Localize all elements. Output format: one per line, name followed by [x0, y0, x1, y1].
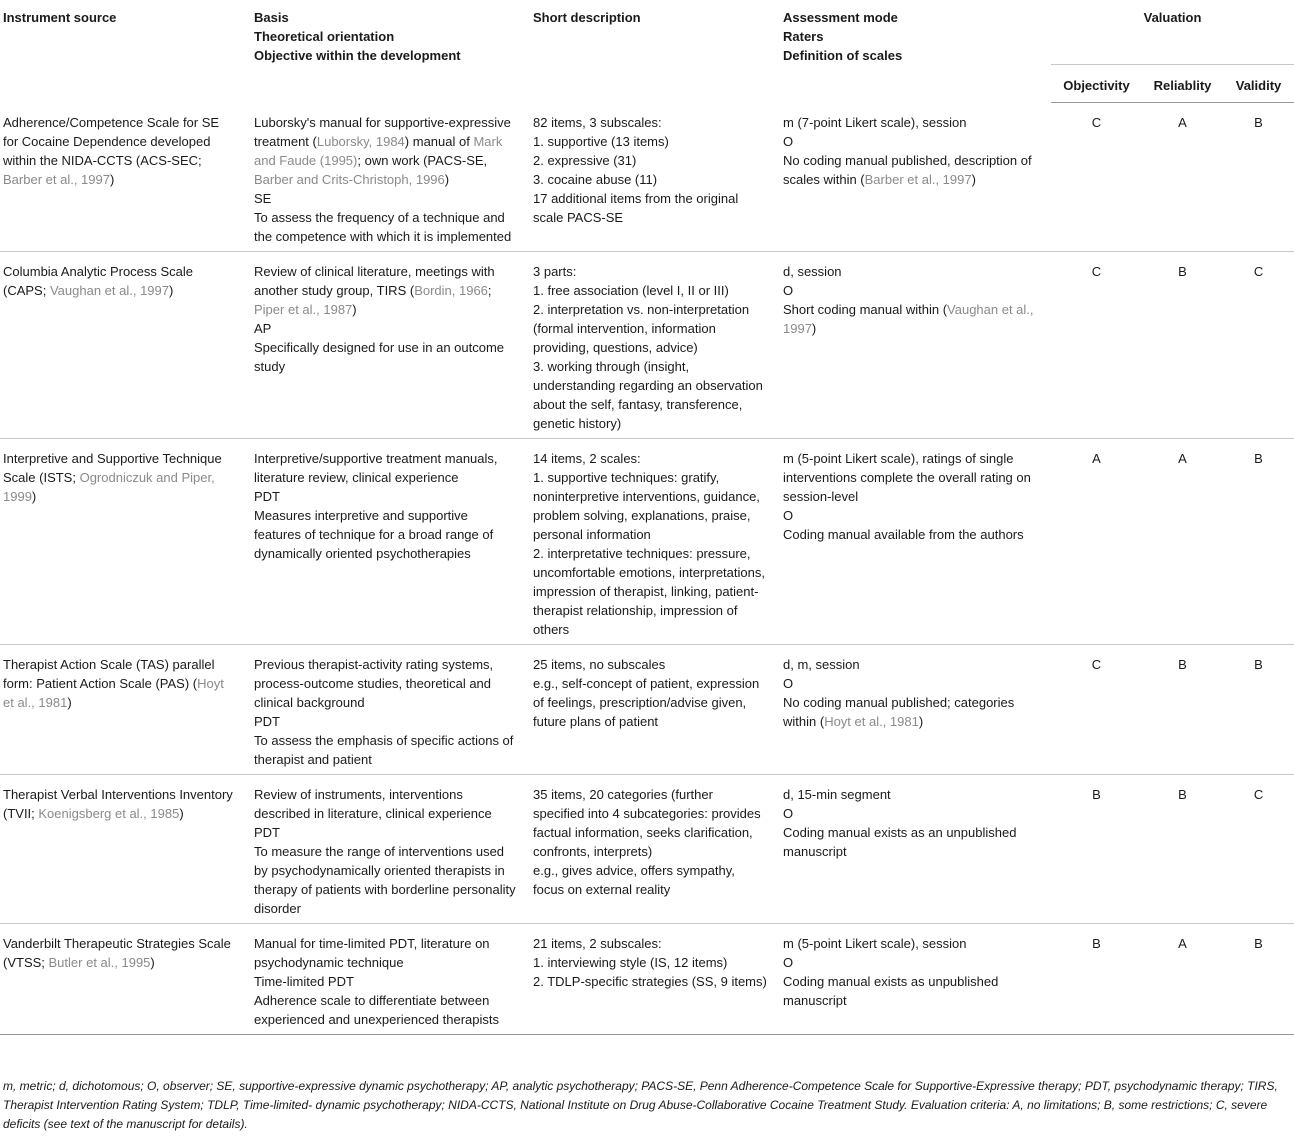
cell-line: [254, 506, 516, 563]
cell-text: Adherence/Competence Scale for SE for Cocaine Dependence developed within the NIDA-CCTS (ACS-SEC;: [3, 114, 220, 168]
short-description-cell: [520, 923, 771, 1034]
cell-text: 35 items, 20 categories (further specified into 4 subcategories: provides factual information, seeks clarification, confronts, interprets): [533, 786, 761, 859]
basis-cell: [240, 644, 520, 774]
cell-line: [533, 674, 767, 731]
cell-text: 3. working through (insight, understanding regarding an observation about the self, fantasy, transference, genetic history): [533, 358, 763, 431]
citation-text: Koenigsberg et al., 1985: [38, 805, 180, 821]
assessment-mode-cell: [771, 251, 1051, 438]
cell-line: [533, 785, 767, 861]
short-description-cell: [520, 103, 771, 252]
cell-line: [254, 655, 516, 712]
cell-text: ): [169, 282, 174, 298]
validity-cell: B: [1223, 644, 1294, 774]
header-reliability: Reliablity: [1142, 65, 1223, 103]
cell-line: [254, 712, 516, 731]
cell-text: 3. cocaine abuse (11): [533, 171, 658, 187]
cell-text: 1. interviewing style (IS, 12 items): [533, 954, 728, 970]
header-basis-line: Objective within the development: [254, 48, 461, 63]
cell-line: [783, 934, 1047, 953]
header-validity: Validity: [1223, 65, 1294, 103]
header-assessment-line: Raters: [783, 29, 824, 44]
cell-text: Manual for time-limited PDT, literature on psychodynamic technique: [254, 935, 490, 970]
citation-text: Butler et al., 1995: [48, 954, 151, 970]
cell-text: ): [150, 954, 155, 970]
instrument-source-cell: [0, 774, 240, 923]
cell-text: To assess the emphasis of specific actions of therapist and patient: [254, 732, 514, 767]
header-basis-line: Theoretical orientation: [254, 29, 395, 44]
table-row: [0, 923, 1294, 1034]
cell-line: [783, 953, 1047, 972]
cell-line: [533, 544, 767, 639]
short-description-cell: [520, 644, 771, 774]
cell-text: 21 items, 2 subscales:: [533, 935, 662, 951]
cell-line: [254, 823, 516, 842]
cell-line: [783, 281, 1047, 300]
cell-line: [783, 823, 1047, 861]
cell-text: Coding manual exists as an unpublished manuscript: [783, 824, 1017, 859]
cell-text: ): [67, 694, 72, 710]
cell-text: O: [783, 675, 794, 691]
cell-line: [254, 731, 516, 769]
cell-line: [254, 319, 516, 338]
cell-text: To measure the range of interventions used by psychodynamically oriented therapists in therapy of patients with borderline personality disorder: [254, 843, 516, 916]
validity-cell: B: [1223, 438, 1294, 644]
cell-text: Therapist Verbal Interventions Inventory (TVII;: [3, 786, 233, 821]
short-description-cell: [520, 774, 771, 923]
citation-text: Barber and Crits-Christoph, 1996: [254, 171, 445, 187]
cell-text: SE: [254, 190, 272, 206]
cell-line: [533, 934, 767, 953]
cell-text: ;: [487, 282, 492, 298]
cell-text: PDT: [254, 824, 280, 840]
header-instrument-source: Instrument source: [3, 10, 117, 25]
cell-line: [254, 972, 516, 991]
cell-line: [3, 449, 236, 506]
cell-text: 14 items, 2 scales:: [533, 450, 641, 466]
cell-line: [783, 804, 1047, 823]
cell-line: [783, 525, 1047, 544]
header-short-description: Short description: [533, 10, 641, 25]
cell-line: [254, 262, 516, 319]
header-row: [0, 0, 1294, 65]
assessment-mode-cell: [771, 644, 1051, 774]
cell-text: 1. free association (level I, II or III): [533, 282, 729, 298]
cell-text: Columbia Analytic Process Scale (CAPS;: [3, 263, 194, 298]
citation-text: Barber et al., 1997: [864, 171, 972, 187]
cell-line: [533, 861, 767, 899]
cell-line: [254, 785, 516, 823]
table-row: [0, 103, 1294, 252]
cell-line: [533, 655, 767, 674]
objectivity-cell: B: [1051, 774, 1142, 923]
cell-text: ): [811, 320, 817, 336]
cell-text: 1. supportive (13 items): [533, 133, 669, 149]
cell-text: Interpretive/supportive treatment manuals, literature review, clinical experience: [254, 450, 498, 485]
cell-text: 3 parts:: [533, 263, 577, 279]
cell-line: [3, 113, 236, 189]
cell-text: O: [783, 133, 794, 149]
reliability-cell: B: [1142, 774, 1223, 923]
cell-text: Interpretive and Supportive Technique Scale (ISTS;: [3, 450, 222, 485]
cell-line: [783, 132, 1047, 151]
cell-text: Vanderbilt Therapeutic Strategies Scale (VTSS;: [3, 935, 231, 970]
cell-line: [254, 189, 516, 208]
short-description-cell: [520, 438, 771, 644]
citation-text: Luborsky, 1984: [316, 133, 405, 149]
cell-text: 82 items, 3 subscales:: [533, 114, 662, 130]
objectivity-cell: C: [1051, 251, 1142, 438]
table-row: [0, 644, 1294, 774]
header-objectivity: Objectivity: [1051, 65, 1142, 103]
citation-text: Ogrodniczuk and Piper, 1999: [3, 469, 215, 504]
table-row: [0, 438, 1294, 644]
header-assessment-mode: [771, 0, 1051, 103]
cell-text: ) manual of: [404, 133, 474, 149]
cell-text: Previous therapist-activity rating systems, process-outcome studies, theoretical and clinical background: [254, 656, 494, 710]
citation-text: Hoyt et al., 1981: [824, 713, 919, 729]
cell-line: [254, 842, 516, 918]
cell-line: [533, 189, 767, 227]
cell-text: AP: [254, 320, 272, 336]
cell-text: ; own work (PACS-SE,: [357, 152, 488, 168]
assessment-mode-cell: [771, 774, 1051, 923]
instrument-source-cell: [0, 923, 240, 1034]
cell-text: m (5-point Likert scale), ratings of single interventions complete the overall rating on session-level: [783, 450, 1031, 504]
cell-text: PDT: [254, 488, 280, 504]
cell-line: [533, 972, 767, 991]
cell-text: No coding manual published; categories within (: [783, 694, 1015, 729]
cell-text: m (7-point Likert scale), session: [783, 114, 967, 130]
cell-text: e.g., gives advice, offers sympathy, focus on external reality: [533, 862, 735, 897]
cell-text: Specifically designed for use in an outcome study: [254, 339, 505, 374]
table-row: [0, 774, 1294, 923]
basis-cell: [240, 923, 520, 1034]
cell-line: [254, 338, 516, 376]
assessment-mode-cell: [771, 103, 1051, 252]
cell-text: Luborsky's manual for supportive-expressive treatment (: [254, 114, 511, 149]
cell-line: [533, 262, 767, 281]
cell-line: [783, 693, 1047, 731]
cell-text: ): [352, 301, 357, 317]
cell-line: [533, 151, 767, 170]
citation-text: Hoyt et al., 1981: [3, 675, 224, 710]
objectivity-cell: C: [1051, 644, 1142, 774]
cell-line: [783, 151, 1047, 189]
cell-text: e.g., self-concept of patient, expression of feelings, prescription/advise given, future plans of patient: [533, 675, 760, 729]
cell-line: [3, 934, 236, 972]
cell-line: [254, 934, 516, 972]
cell-text: 25 items, no subscales: [533, 656, 666, 672]
cell-line: [3, 785, 236, 823]
cell-text: d, 15-min segment: [783, 786, 891, 802]
cell-line: [533, 132, 767, 151]
cell-line: [783, 300, 1047, 338]
cell-line: [533, 449, 767, 468]
cell-text: 2. expressive (31): [533, 152, 637, 168]
instrument-source-cell: [0, 438, 240, 644]
citation-text: Bordin, 1966: [414, 282, 488, 298]
cell-text: No coding manual published, description of scales within (: [783, 152, 1032, 187]
cell-text: To assess the frequency of a technique and the competence with which it is implemented: [254, 209, 512, 244]
cell-line: [254, 113, 516, 189]
cell-line: [533, 953, 767, 972]
cell-line: [3, 262, 236, 300]
reliability-cell: B: [1142, 251, 1223, 438]
cell-text: O: [783, 954, 794, 970]
basis-cell: [240, 103, 520, 252]
cell-text: Short coding manual within (: [783, 301, 948, 317]
cell-line: [533, 281, 767, 300]
cell-line: [783, 113, 1047, 132]
instrument-source-cell: [0, 251, 240, 438]
cell-line: [254, 487, 516, 506]
cell-text: Time-limited PDT: [254, 973, 354, 989]
cell-text: 1. supportive techniques: gratify, noninterpretive interventions, guidance, problem solving, explanations, praise, personal information: [533, 469, 760, 542]
cell-text: O: [783, 282, 794, 298]
objectivity-cell: C: [1051, 103, 1142, 252]
cell-text: 17 additional items from the original scale PACS-SE: [533, 190, 739, 225]
cell-line: [533, 357, 767, 433]
cell-line: [533, 113, 767, 132]
table-body: [0, 103, 1294, 1035]
assessment-mode-cell: [771, 923, 1051, 1034]
cell-line: [783, 785, 1047, 804]
table-footnote: m, metric; d, dichotomous; O, observer; SE, supportive-expressive dynamic psychotherapy; AP, analytic psychotherapy; PACS-SE, Penn Adherence-Competence Scale for Supportive-Expressive therapy; PDT, psychodynamic therapy; TIRS, Therapist Intervention Rating System; TDLP, Time-limited- dynamic psychotherapy; NIDA-CCTS, National Institute on Drug Abuse-Collaborative Cocaine Treatment Study. Evaluation criteria: A, no limitations; B, some restrictions; C, severe deficits (see text of the manuscript for details).: [3, 1079, 1278, 1131]
cell-text: d, session: [783, 263, 842, 279]
cell-text: Coding manual exists as unpublished manuscript: [783, 973, 999, 1008]
cell-line: [533, 468, 767, 544]
short-description-cell: [520, 251, 771, 438]
cell-line: [783, 449, 1047, 506]
header-assessment-line: Assessment mode: [783, 10, 898, 25]
citation-text: Vaughan et al., 1997: [49, 282, 169, 298]
cell-line: [533, 170, 767, 189]
reliability-cell: A: [1142, 923, 1223, 1034]
cell-line: [783, 674, 1047, 693]
validity-cell: C: [1223, 251, 1294, 438]
instrument-source-cell: [0, 103, 240, 252]
cell-text: ): [31, 488, 37, 504]
cell-text: ): [971, 171, 976, 187]
cell-text: Measures interpretive and supportive features of technique for a broad range of dynamically oriented psychotherapies: [254, 507, 494, 561]
cell-line: [254, 991, 516, 1029]
reliability-cell: B: [1142, 644, 1223, 774]
basis-cell: [240, 251, 520, 438]
citation-text: Barber et al., 1997: [3, 171, 110, 187]
cell-line: [533, 300, 767, 357]
cell-text: 2. TDLP-specific strategies (SS, 9 items): [533, 973, 767, 989]
cell-text: ): [444, 171, 450, 187]
validity-cell: C: [1223, 774, 1294, 923]
basis-cell: [240, 438, 520, 644]
cell-text: Coding manual available from the authors: [783, 526, 1024, 542]
cell-text: d, m, session: [783, 656, 860, 672]
cell-text: Therapist Action Scale (TAS) parallel form: Patient Action Scale (PAS) (: [3, 656, 215, 691]
table-row: [0, 251, 1294, 438]
cell-text: Review of clinical literature, meetings with another study group, TIRS (: [254, 263, 495, 298]
cell-text: O: [783, 805, 794, 821]
validity-cell: B: [1223, 103, 1294, 252]
cell-text: 2. interpretation vs. non-interpretation (formal intervention, information providing, questions, advice): [533, 301, 750, 355]
cell-text: ): [179, 805, 184, 821]
header-basis-line: Basis: [254, 10, 289, 25]
cell-text: PDT: [254, 713, 280, 729]
header-assessment-line: Definition of scales: [783, 48, 903, 63]
cell-line: [254, 208, 516, 246]
cell-line: [783, 972, 1047, 1010]
objectivity-cell: B: [1051, 923, 1142, 1034]
header-basis: [240, 0, 520, 103]
citation-text: Vaughan et al., 1997: [783, 301, 1034, 336]
citation-text: Piper et al., 1987: [254, 301, 353, 317]
reliability-cell: A: [1142, 103, 1223, 252]
instrument-source-cell: [0, 644, 240, 774]
objectivity-cell: A: [1051, 438, 1142, 644]
cell-line: [3, 655, 236, 712]
assessment-mode-cell: [771, 438, 1051, 644]
cell-text: O: [783, 507, 794, 523]
basis-cell: [240, 774, 520, 923]
cell-line: [783, 506, 1047, 525]
cell-text: ): [918, 713, 924, 729]
cell-text: Review of instruments, interventions described in literature, clinical experience: [254, 786, 492, 821]
cell-text: Adherence scale to differentiate between experienced and unexperienced therapists: [254, 992, 500, 1027]
cell-line: [783, 655, 1047, 674]
cell-text: m (5-point Likert scale), session: [783, 935, 967, 951]
citation-text: Mark and Faude (1995): [254, 133, 503, 168]
validity-cell: B: [1223, 923, 1294, 1034]
header-valuation: Valuation: [1143, 10, 1202, 25]
cell-line: [783, 262, 1047, 281]
reliability-cell: A: [1142, 438, 1223, 644]
cell-text: 2. interpretative techniques: pressure, uncomfortable emotions, interpretations, impression of therapist, linking, patient-therapist relationship, impression of others: [533, 545, 765, 637]
cell-text: ): [109, 171, 115, 187]
cell-line: [254, 449, 516, 487]
